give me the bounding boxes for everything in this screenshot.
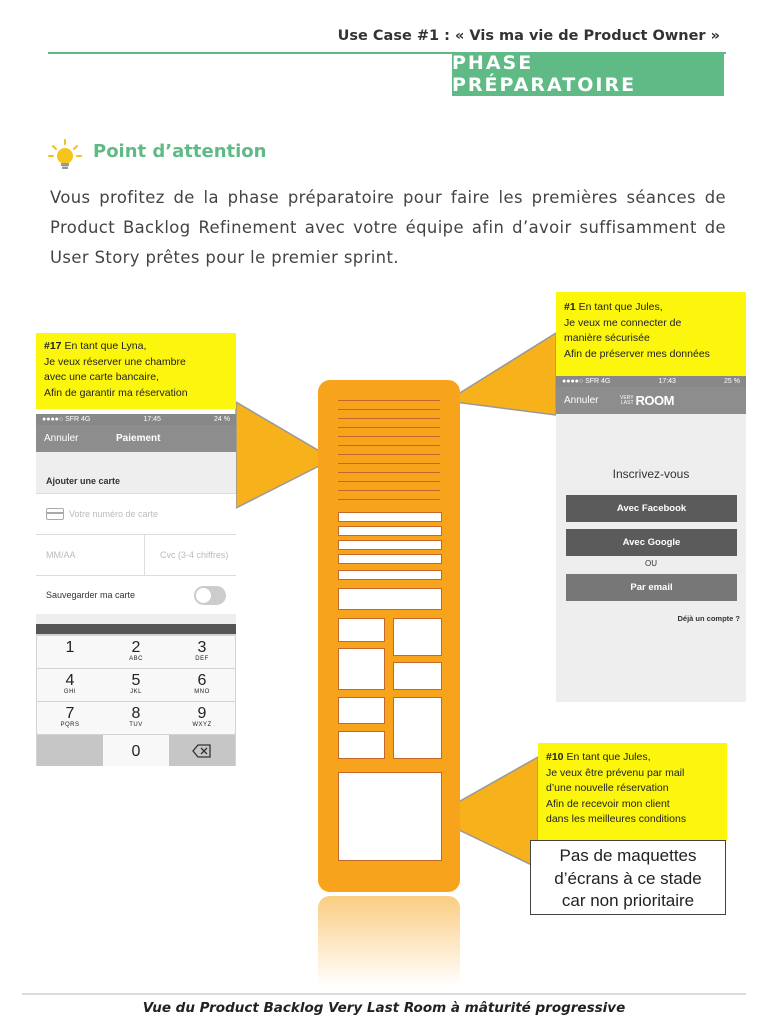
save-card-toggle[interactable] [194,586,226,605]
credit-card-icon [46,508,64,520]
nav-bar [36,425,236,452]
status-bar: ●●●●○ SFR 4G 17:43 25 % [556,376,746,387]
attention-paragraph: Vous profitez de la phase préparatoire pour faire les premières séances de Product Backlog Refinement avec votre équipe afin d’avoir suffisamment de User Story prêtes pour le premier sprint. [50,188,726,267]
cancel-button[interactable]: Annuler [564,395,599,406]
figure-caption: Vue du Product Backlog Very Last Room à mâturité progressive [142,1000,626,1016]
key-3[interactable]: 3 DEF [169,636,235,668]
key-8[interactable]: 8 TUV [103,702,169,734]
status-bar: ●●●●○ SFR 4G 17:45 24 % [36,414,236,425]
column-reflection [318,896,460,986]
nav-bar [556,387,746,414]
existing-account-link[interactable]: Déjà un compte ? [677,614,740,623]
cancel-button[interactable]: Annuler [44,433,79,444]
payment-phone-mockup [36,414,236,766]
email-button[interactable]: Par email [566,574,737,601]
numeric-keypad [36,634,236,766]
footer-divider [22,993,746,995]
signup-phone-mockup [556,376,746,702]
use-case-title: Use Case #1 : « Vis ma vie de Product Owner » [337,28,720,44]
user-story-note-1: #1 En tant que Jules, Je veux me connecter de manière sécurisée Afin de préserver mes données [556,292,746,376]
key-2[interactable]: 2 ABC [103,636,169,668]
facebook-button[interactable]: Avec Facebook [566,495,737,522]
very-last-room-logo: VERY LAST ROOM [620,393,674,408]
key-blank [37,735,103,766]
key-5[interactable]: 5 JKL [103,669,169,701]
backspace-icon [192,744,212,758]
phase-banner: PHASE PRÉPARATOIRE [452,52,724,96]
arrow-note1 [447,333,556,415]
key-9[interactable]: 9 WXYZ [169,702,235,734]
key-1[interactable]: 1 [37,636,103,668]
google-button[interactable]: Avec Google [566,529,737,556]
signup-title: Inscrivez-vous [612,467,690,481]
backlog-column [318,380,460,892]
key-0[interactable]: 0 [103,735,169,766]
no-mockup-note: Pas de maquettes d’écrans à ce stade car non prioritaire [530,840,726,915]
cvc-input[interactable]: Cvc (3-4 chiffres) [160,550,229,560]
attention-title: Point d’attention [93,141,267,162]
card-number-input[interactable]: Votre numéro de carte [36,493,236,534]
backspace-key[interactable] [169,735,235,766]
save-card-label: Sauvegarder ma carte [46,590,136,600]
user-story-note-10: #10 En tant que Jules, Je veux être prévenu par mail d’une nouvelle réservation Afin de recevoir mon client dans les meilleures conditions [538,743,727,841]
nav-title: Paiement [116,433,161,444]
or-separator: OU [645,559,657,568]
key-4[interactable]: 4 GHI [37,669,103,701]
key-6[interactable]: 6 MNO [169,669,235,701]
expiry-input[interactable]: MM/AA [36,535,145,575]
lightbulb-icon [48,138,82,172]
user-story-note-17: #17 En tant que Lyna, Je veux réserver une chambre avec une carte bancaire, Afin de garantir ma réservation [36,333,236,409]
key-7[interactable]: 7 PQRS [37,702,103,734]
section-title: Ajouter une carte [46,476,121,486]
